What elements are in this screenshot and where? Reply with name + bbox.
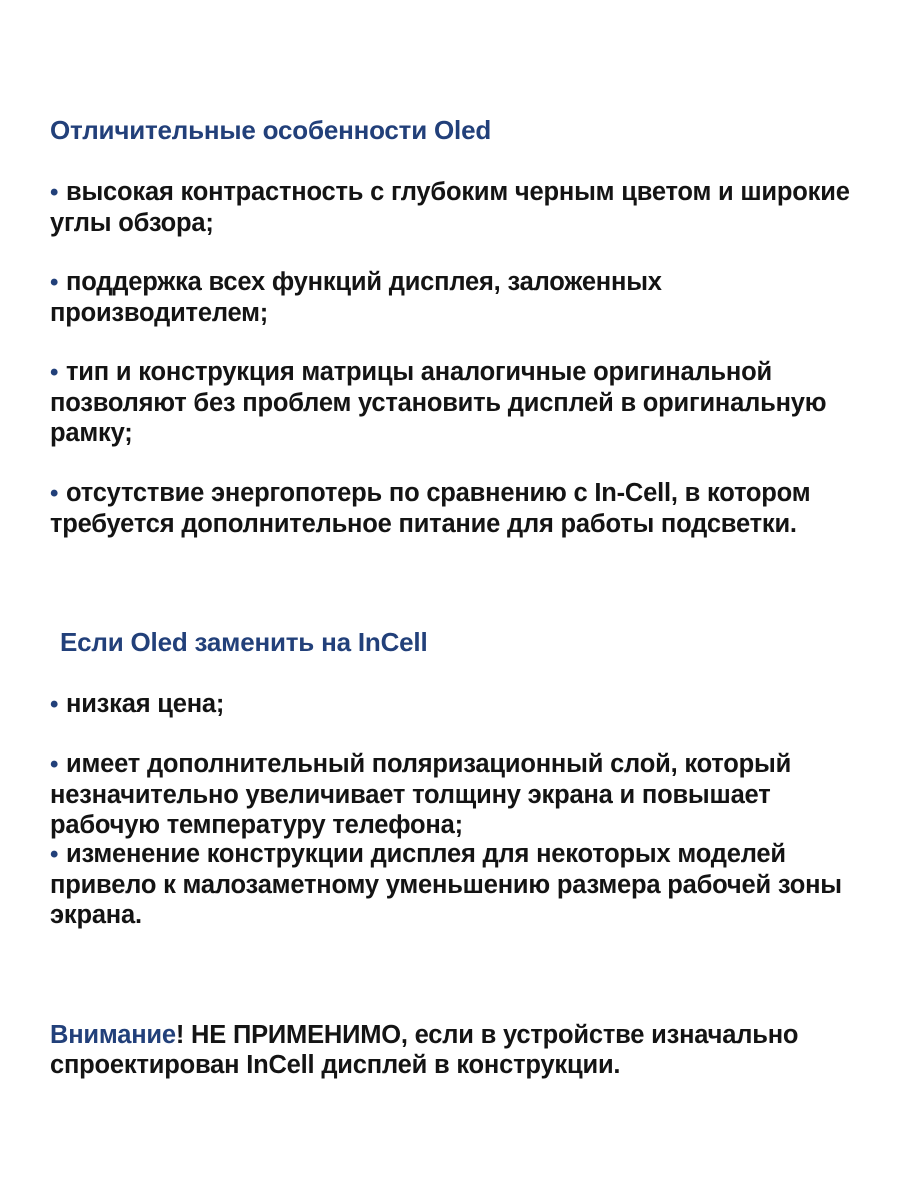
list-item xyxy=(50,267,860,328)
list-item xyxy=(50,357,860,448)
list-item-text: отсутствие энергопотерь по сравнению с In-Cell, в котором требуется дополнительное питание для работы подсветки. xyxy=(50,479,811,538)
list-item-text: высокая контрастность с глубоким черным цветом и широкие углы обзора; xyxy=(50,178,850,237)
list-item xyxy=(50,749,860,840)
bullet-marker: • xyxy=(50,269,59,296)
bullet-marker: • xyxy=(50,751,59,778)
section-heading-oled-features: Отличительные особенности Oled xyxy=(50,115,492,145)
bullet-marker: • xyxy=(50,359,59,386)
list-item xyxy=(50,689,860,720)
list-item-text: тип и конструкция матрицы аналогичные оригинальной позволяют без проблем установить дисплей в оригинальную рамку; xyxy=(50,358,827,447)
bullet-marker: • xyxy=(50,179,59,206)
warning-label: Внимание xyxy=(50,1021,176,1049)
section-heading-incell-replacement: Если Oled заменить на InCell xyxy=(60,627,428,657)
bullet-marker: • xyxy=(50,480,59,507)
bullet-marker: • xyxy=(50,841,59,868)
list-item-text: имеет дополнительный поляризационный слой, который незначительно увеличивает толщину экрана и повышает рабочую температуру телефона; xyxy=(50,750,792,839)
list-item xyxy=(50,177,860,238)
list-item-text: низкая цена; xyxy=(66,690,225,718)
bullet-marker: • xyxy=(50,691,59,718)
warning-note xyxy=(50,1020,860,1080)
warning-text: ! НЕ ПРИМЕНИМО, если в устройстве изначально спроектирован InCell дисплей в конструкции. xyxy=(50,1021,799,1079)
list-item-text: поддержка всех функций дисплея, заложенных производителем; xyxy=(50,268,662,327)
list-item-text: изменение конструкции дисплея для некоторых моделей привело к малозаметному уменьшению размера рабочей зоны экрана. xyxy=(50,840,842,929)
list-item xyxy=(50,839,860,930)
list-item xyxy=(50,478,860,539)
